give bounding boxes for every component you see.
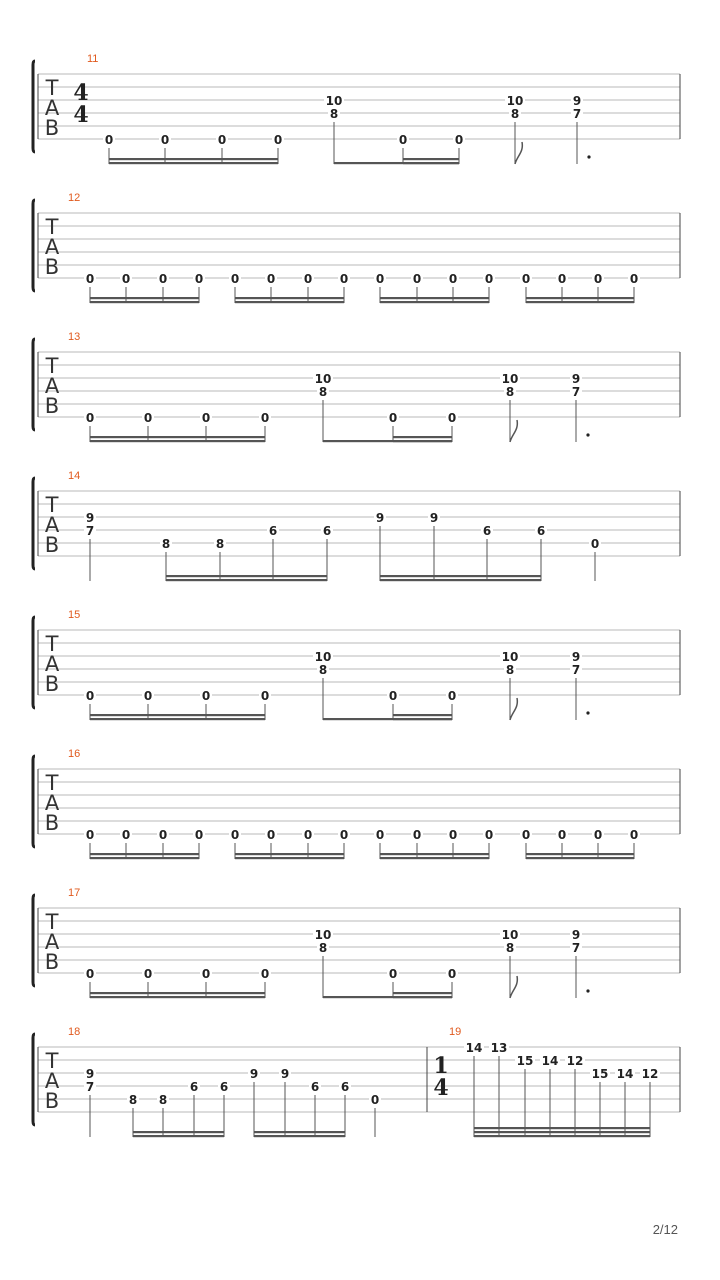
tab-letter-b: B [44,533,60,557]
system-bracket [33,895,35,986]
fret-number: 0 [260,411,270,425]
fret-number: 8 [505,941,515,955]
fret-number: 0 [143,967,153,981]
fret-number: 9 [571,372,581,386]
fret-number: 9 [375,511,385,525]
tab-letter-b: B [44,950,60,974]
fret-number: 0 [448,828,458,842]
fret-number: 10 [314,928,332,942]
beam [254,1135,345,1137]
note-flag [510,698,517,720]
beam [90,718,265,720]
beam [90,440,265,442]
fret-number: 0 [412,828,422,842]
system-bracket [33,61,35,152]
tab-system [33,609,680,720]
fret-number: 0 [339,828,349,842]
beam [380,575,541,577]
beam [393,714,452,716]
fret-number: 0 [339,272,349,286]
fret-number: 9 [280,1067,290,1081]
fret-number: 0 [303,828,313,842]
fret-number: 8 [318,941,328,955]
fret-number: 10 [501,650,519,664]
tab-system [33,331,680,442]
time-signature-top: 1 [433,1053,449,1079]
tab-letter-t: T [45,771,59,795]
fret-number: 0 [375,272,385,286]
beam [380,857,489,859]
tab-system [33,1026,680,1137]
fret-number: 0 [484,828,494,842]
fret-number: 0 [217,133,227,147]
fret-number: 9 [85,1067,95,1081]
fret-number: 0 [230,272,240,286]
measure-number: 18 [68,1026,81,1038]
beam [166,579,327,581]
fret-number: 0 [590,537,600,551]
tab-letter-b: B [44,255,60,279]
fret-number: 6 [268,524,278,538]
beam [380,853,489,855]
fret-number: 8 [161,537,171,551]
measure-number: 12 [68,192,81,204]
fret-number: 0 [121,828,131,842]
tab-letter-a: A [44,930,60,954]
fret-number: 0 [447,967,457,981]
fret-number: 0 [375,828,385,842]
fret-number: 0 [266,828,276,842]
beam [474,1135,650,1137]
fret-number: 8 [158,1093,168,1107]
fret-number: 0 [398,133,408,147]
fret-number: 8 [505,663,515,677]
time-signature-bottom: 4 [433,1075,449,1101]
measure-number: 14 [68,470,81,482]
tab-letter-b: B [44,672,60,696]
fret-number: 0 [85,828,95,842]
beam [235,301,344,303]
fret-number: 0 [121,272,131,286]
tab-system [33,748,680,859]
tab-system [33,470,680,581]
fret-number: 0 [194,828,204,842]
fret-number: 0 [388,411,398,425]
fret-number: 6 [536,524,546,538]
fret-number: 7 [571,663,581,677]
measure-number: 16 [68,748,81,760]
fret-number: 0 [557,272,567,286]
fret-number: 0 [201,689,211,703]
beam [90,301,199,303]
fret-number: 0 [557,828,567,842]
fret-number: 14 [541,1054,559,1068]
beam [393,992,452,994]
system-bracket [33,478,35,569]
fret-number: 10 [501,928,519,942]
beam [235,853,344,855]
tab-letter-a: A [44,791,60,815]
fret-number: 0 [521,828,531,842]
fret-number: 12 [641,1067,659,1081]
tab-letter-t: T [45,910,59,934]
duration-dot [586,433,589,436]
fret-number: 7 [571,385,581,399]
system-bracket [33,1034,35,1125]
fret-number: 6 [322,524,332,538]
fret-number: 6 [310,1080,320,1094]
fret-number: 9 [571,928,581,942]
tab-letter-b: B [44,116,60,140]
system-bracket [33,756,35,847]
fret-number: 10 [501,372,519,386]
beam [133,1135,224,1137]
fret-number: 6 [219,1080,229,1094]
beam [90,857,199,859]
fret-number: 0 [521,272,531,286]
fret-number: 0 [143,411,153,425]
beam [90,992,265,994]
fret-number: 0 [85,272,95,286]
fret-number: 0 [85,967,95,981]
fret-number: 0 [370,1093,380,1107]
beam [526,297,634,299]
tab-letter-b: B [44,1089,60,1113]
fret-number: 0 [629,828,639,842]
tab-letter-a: A [44,374,60,398]
beam [90,996,265,998]
tab-system [33,192,680,303]
beam [526,301,634,303]
beam [380,579,541,581]
tab-letter-t: T [45,354,59,378]
measure-number: 19 [449,1026,462,1038]
note-flag [515,142,522,164]
fret-number: 0 [201,967,211,981]
fret-number: 0 [85,689,95,703]
tab-letter-b: B [44,811,60,835]
measure-number: 11 [87,53,99,65]
fret-number: 8 [128,1093,138,1107]
beam [235,297,344,299]
fret-number: 9 [249,1067,259,1081]
fret-number: 8 [329,107,339,121]
fret-number: 9 [85,511,95,525]
page-number: 2/12 [652,1222,678,1237]
tab-system [33,53,680,164]
fret-number: 0 [388,689,398,703]
tab-letter-a: A [44,96,60,120]
fret-number: 15 [516,1054,534,1068]
measure-number: 17 [68,887,81,899]
fret-number: 0 [454,133,464,147]
fret-number: 0 [484,272,494,286]
fret-number: 14 [616,1067,634,1081]
duration-dot [586,989,589,992]
tab-letter-a: A [44,1069,60,1093]
fret-number: 0 [412,272,422,286]
fret-number: 0 [593,828,603,842]
beam [403,158,459,160]
fret-number: 8 [505,385,515,399]
beam [90,297,199,299]
fret-number: 0 [160,133,170,147]
fret-number: 0 [447,411,457,425]
fret-number: 10 [325,94,343,108]
measure-number: 13 [68,331,81,343]
beam [526,857,634,859]
fret-number: 0 [230,828,240,842]
fret-number: 0 [104,133,114,147]
beam [166,575,327,577]
fret-number: 0 [447,689,457,703]
tab-letter-a: A [44,235,60,259]
beam [109,162,278,164]
beam [254,1131,345,1133]
fret-number: 0 [158,272,168,286]
beam [403,162,459,164]
system-bracket [33,339,35,430]
fret-number: 0 [143,689,153,703]
tab-letter-t: T [45,215,59,239]
fret-number: 6 [482,524,492,538]
fret-number: 7 [571,941,581,955]
fret-number: 0 [85,411,95,425]
duration-dot [586,711,589,714]
fret-number: 6 [189,1080,199,1094]
fret-number: 8 [318,663,328,677]
fret-number: 9 [572,94,582,108]
fret-number: 14 [465,1041,483,1055]
note-flag [510,976,517,998]
beam [474,1131,650,1133]
fret-number: 0 [593,272,603,286]
time-signature-top: 4 [73,80,89,106]
tab-letter-t: T [45,76,59,100]
beam [474,1127,650,1129]
duration-dot [587,155,590,158]
fret-number: 0 [260,689,270,703]
system-bracket [33,617,35,708]
beam [133,1131,224,1133]
beam [90,436,265,438]
beam [380,301,489,303]
fret-number: 8 [318,385,328,399]
fret-number: 7 [572,107,582,121]
fret-number: 0 [158,828,168,842]
fret-number: 9 [571,650,581,664]
beam [393,440,452,442]
fret-number: 7 [85,524,95,538]
fret-number: 10 [506,94,524,108]
system-bracket [33,200,35,291]
tab-letter-t: T [45,632,59,656]
fret-number: 8 [510,107,520,121]
beam [526,853,634,855]
beam [393,718,452,720]
fret-number: 0 [266,272,276,286]
beam [90,853,199,855]
tab-letter-a: A [44,513,60,537]
fret-number: 0 [273,133,283,147]
fret-number: 10 [314,650,332,664]
fret-number: 0 [303,272,313,286]
fret-number: 0 [629,272,639,286]
measure-number: 15 [68,609,81,621]
fret-number: 0 [448,272,458,286]
fret-number: 10 [314,372,332,386]
fret-number: 0 [194,272,204,286]
time-signature-bottom: 4 [73,102,89,128]
fret-number: 0 [201,411,211,425]
note-flag [510,420,517,442]
tab-letter-t: T [45,1049,59,1073]
beam [380,297,489,299]
beam [235,857,344,859]
beam [393,996,452,998]
beam [393,436,452,438]
fret-number: 13 [490,1041,508,1055]
fret-number: 0 [388,967,398,981]
beam [90,714,265,716]
tab-letter-b: B [44,394,60,418]
tab-letter-a: A [44,652,60,676]
fret-number: 7 [85,1080,95,1094]
fret-number: 6 [340,1080,350,1094]
beam [109,158,278,160]
fret-number: 8 [215,537,225,551]
tab-system [33,887,680,998]
fret-number: 9 [429,511,439,525]
tab-letter-t: T [45,493,59,517]
fret-number: 0 [260,967,270,981]
fret-number: 12 [566,1054,584,1068]
fret-number: 15 [591,1067,609,1081]
